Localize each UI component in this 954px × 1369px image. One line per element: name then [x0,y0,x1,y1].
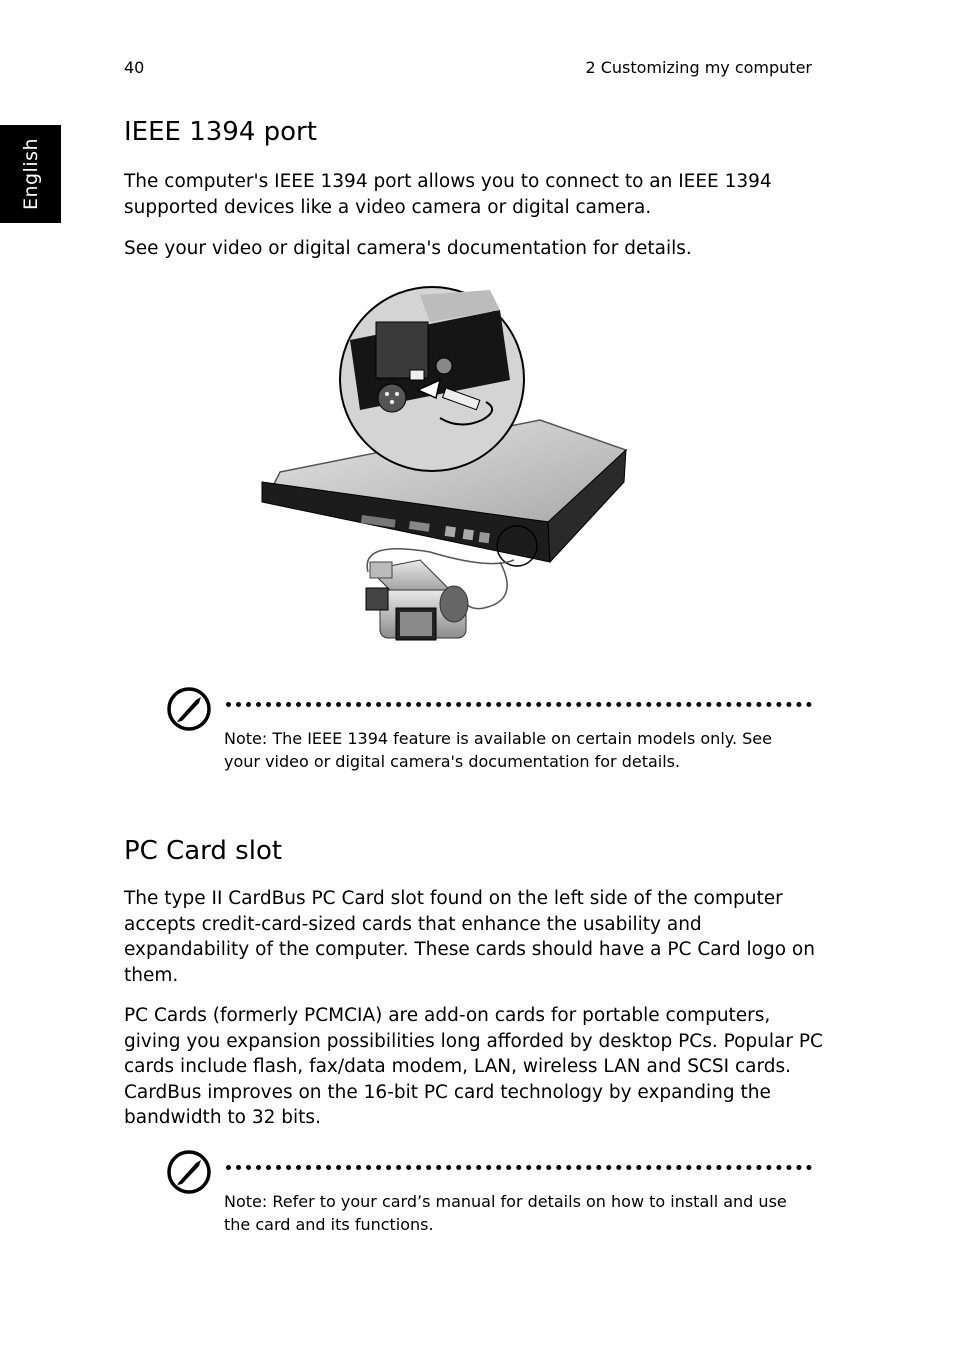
note-body: : The IEEE 1394 feature is available on certain models only. See your video or digital camera's documentation for details. [224,729,772,771]
paragraph: See your video or digital camera's documentation for details. [124,238,692,259]
laptop-camera-illustration [250,270,650,660]
language-tab [0,125,61,223]
note-label: Note: [224,1192,268,1211]
paragraph: The computer's IEEE 1394 port allows you to connect to an IEEE 1394 supported devices like a video camera or digital camera. [124,171,772,218]
section-title-pc-card-slot: PC Card slot [124,836,283,866]
paragraph: PC Cards (formerly PCMCIA) are add-on cards for portable computers, giving you expansion possibilities long afforded by desktop PCs. Popular PC cards include flash, fax/data modem, LAN, wireless LAN and SCSI cards. CardBus improves on the 16-bit PC card technology by expanding the bandwidth to 32 bits. [124,1005,823,1128]
note-divider [226,702,812,707]
note-label: Note [224,729,262,748]
paragraph: The type II CardBus PC Card slot found on the left side of the computer accepts credit-card-sized cards that enhance the usability and expandability of the computer. These cards should have a PC Card logo on them. [124,888,815,986]
running-head: 2 Customizing my computer [585,58,812,77]
note-divider [226,1165,812,1170]
language-tab-label: English [19,137,42,211]
note-icon [166,1149,212,1195]
note-text [224,1190,804,1236]
note-text [224,727,804,773]
note-icon [166,686,212,732]
section-title-ieee1394: IEEE 1394 port [124,117,317,147]
page-number: 40 [124,58,145,77]
note-body: Refer to your card’s manual for details on how to install and use the card and its functions. [224,1192,787,1234]
